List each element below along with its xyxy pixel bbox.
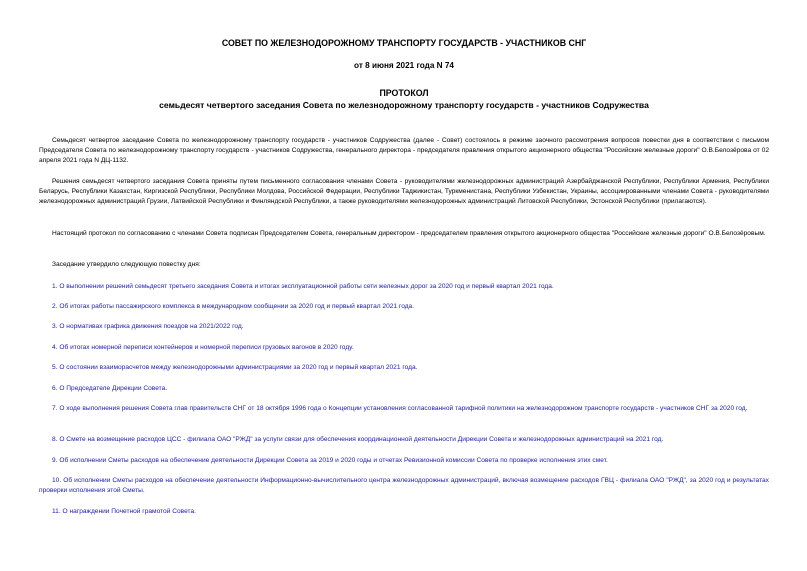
agenda-item-8	[39, 435, 769, 445]
agenda-number: 3.	[52, 323, 58, 330]
agenda-link-6[interactable]: О Председателе Дирекции Совета.	[59, 385, 168, 392]
paragraph-decisions: Решения семьдесят четвертого заседания Совета приняты путем письменного согласования членами Совета - руководителями железнодорожных администраций Азербайджанской Республики, Республики Армения, Республики Беларусь, Республики Казахстан, Киргизской Республики, Республики Молдова, Российской Федерации, Республики Таджикистан, Туркменистана, Республики Узбекистан, Украины, ассоциированными членами Совета - руководителями железнодорожных администраций Грузии, Латвийской Республики и Финляндской Республики, а также руководителями железнодорожных администраций Литовской Республики, Эстонской Республики (прилагаются).	[39, 178, 769, 205]
agenda-number: 1.	[52, 283, 58, 290]
agenda-number: 9.	[52, 457, 58, 464]
agenda-number: 5.	[52, 364, 58, 371]
agenda-link-9[interactable]: Об исполнении Сметы расходов на обеспечение деятельности Дирекции Совета за 2019 и 2020 годы и отчетах Ревизионной комиссии Совета по проверке исполнения этих смет.	[59, 457, 608, 464]
agenda-number: 2.	[52, 303, 58, 310]
agenda-item-6	[39, 384, 769, 394]
agenda-item-9	[39, 456, 769, 466]
agenda-number: 4.	[52, 344, 58, 351]
agenda-link-7[interactable]: О ходе выполнения решения Совета глав правительств СНГ от 18 октября 1996 года о Концепции установления согласованной тарифной политики на железнодорожном транспорте государств - участников СНГ за 2020 год.	[59, 405, 748, 412]
agenda-link-2[interactable]: Об итогах работы пассажирского комплекса в международном сообщении за 2020 год и первый квартал 2021 года.	[59, 303, 415, 310]
agenda-number: 8.	[52, 436, 58, 443]
agenda-link-3[interactable]: О нормативах графика движения поездов на 2021/2022 год.	[59, 323, 244, 330]
agenda-number: 7.	[52, 405, 58, 412]
document-type-heading: ПРОТОКОЛ	[379, 88, 429, 98]
agenda-number: 6.	[52, 385, 58, 392]
document-subtitle: семьдесят четвертого заседания Совета по железнодорожному транспорту государств - участников Содружества	[159, 100, 649, 110]
agenda-item-3	[39, 322, 769, 332]
agenda-item-11	[39, 507, 769, 517]
council-heading: СОВЕТ ПО ЖЕЛЕЗНОДОРОЖНОМУ ТРАНСПОРТУ ГОСУДАРСТВ - УЧАСТНИКОВ СНГ	[221, 38, 587, 48]
paragraph-agenda-intro: Заседание утвердило следующую повестку дня:	[52, 261, 201, 268]
paragraph-session-format: Семьдесят четвертое заседание Совета по железнодорожному транспорту государств - участников Содружества (далее - Совет) состоялось в режиме заочного рассмотрения вопросов повестки дня в соответствии с письмом Председателя Совета по железнодорожному транспорту государств - участников Содружества, генерального директора - председателя правления открытого акционерного общества "Российские железные дороги" О.В.Белозёрова от 02 апреля 2021 года N ДЦ-1132.	[39, 137, 769, 164]
agenda-item-4	[39, 343, 769, 353]
agenda-item-7	[39, 404, 769, 414]
agenda-link-4[interactable]: Об итогах номерной переписи контейнеров и номерной переписи грузовых вагонов в 2020 году.	[59, 344, 354, 351]
agenda-item-10	[39, 476, 769, 496]
document-date: от 8 июня 2021 года N 74	[354, 61, 454, 70]
agenda-link-8[interactable]: О Смете на возмещение расходов ЦСС - филиала ОАО "РЖД" за услуги связи для обеспечения координационной деятельности Дирекции Совета и железнодорожных администраций на 2021 год.	[59, 436, 664, 443]
agenda-link-10[interactable]: Об исполнении Сметы расходов на обеспечение деятельности Информационно-вычислительного центра железнодорожных администраций, включая возмещение расходов ГВЦ - филиала ОАО "РЖД", за 2020 год и результатах проверки исполнения этой Сметы.	[39, 477, 769, 494]
agenda-link-5[interactable]: О состоянии взаиморасчетов между железнодорожными администрациями за 2020 год и первый квартал 2021 года.	[59, 364, 418, 371]
agenda-link-1[interactable]: О выполнении решений семьдесят третьего заседания Совета и итогах эксплуатационной работы сети железных дорог за 2020 год и первый квартал 2021 года.	[59, 283, 554, 290]
agenda-item-5	[39, 363, 769, 373]
agenda-link-11[interactable]: О награждении Почетной грамотой Совета.	[62, 508, 196, 515]
agenda-item-2	[39, 302, 769, 312]
agenda-item-1	[39, 282, 769, 292]
paragraph-signature: Настоящий протокол по согласованию с членами Совета подписан Председателем Совета, генеральным директором - председателем правления открытого акционерного общества "Российские железные дороги" О.В.Белозёровым.	[52, 230, 766, 237]
agenda-number: 10.	[52, 477, 62, 484]
agenda-number: 11.	[52, 508, 61, 515]
